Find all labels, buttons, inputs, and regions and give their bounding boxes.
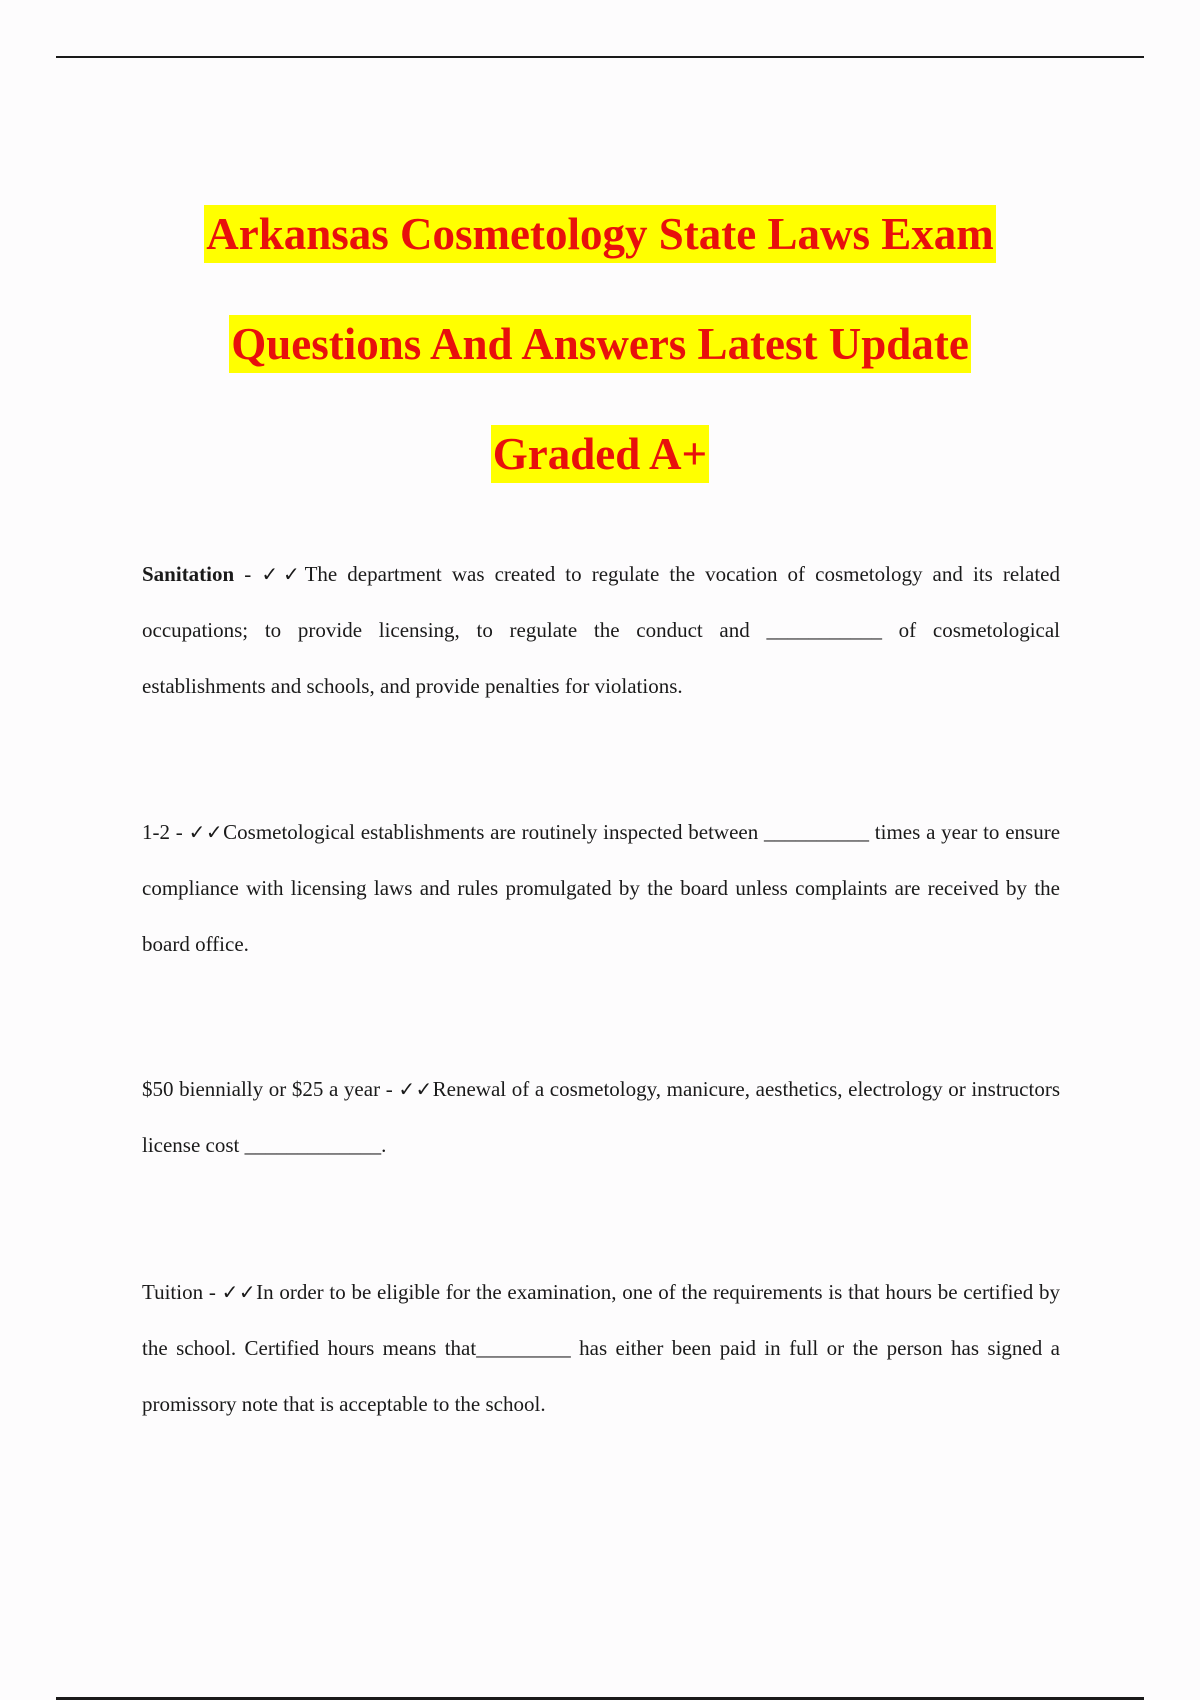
title-text-1: Arkansas Cosmetology State Laws Exam: [204, 205, 996, 263]
top-rule: [56, 56, 1144, 58]
qa-separator: -: [170, 820, 189, 844]
qa-blank: _____________: [244, 1133, 382, 1157]
qa-separator: -: [234, 562, 262, 586]
qa-term: Sanitation: [142, 562, 235, 586]
title-text-3: Graded A+: [491, 425, 709, 483]
qa-text: .: [381, 1133, 387, 1157]
title-line-1: [0, 205, 1200, 315]
qa-text: The department was created to regulate the vocation of cosmetology and its related occupations; to provide licensing, to regulate the conduct and: [142, 562, 1060, 642]
qa-text: Cosmetological establishments are routinely inspected between: [223, 820, 765, 844]
qa-blank: __________: [764, 820, 870, 844]
qa-separator: -: [203, 1280, 222, 1304]
qa-separator: -: [380, 1077, 399, 1101]
qa-term: $50 biennially or $25 a year: [142, 1077, 381, 1101]
qa-text: times a year to ensure compliance with licensing laws and rules promulgated by the board unless complaints are received by the board office.: [142, 820, 1061, 956]
qa-item-tuition: [142, 1264, 1060, 1432]
title-line-2: [0, 315, 1200, 425]
qa-item-inspections: [142, 804, 1060, 972]
qa-text: of cosmetological establishments and schools, and provide penalties for violations.: [142, 618, 1061, 698]
qa-blank: _________: [476, 1336, 571, 1360]
qa-item-renewal-fee: [142, 1061, 1060, 1173]
qa-term: Tuition: [142, 1280, 204, 1304]
title-line-3: [0, 425, 1200, 535]
qa-text: Renewal of a cosmetology, manicure, aesthetics, electrology or instructors license cost: [142, 1077, 1061, 1157]
qa-text: has either been paid in full or the person has signed a promissory note that is acceptable to the school.: [142, 1336, 1060, 1416]
check-mark-icon: ✓✓: [261, 562, 305, 586]
check-mark-icon: ✓✓: [221, 1280, 257, 1304]
qa-term: 1-2: [142, 820, 170, 844]
check-mark-icon: ✓✓: [188, 820, 224, 844]
qa-item-sanitation: [142, 546, 1060, 714]
check-mark-icon: ✓✓: [398, 1077, 433, 1101]
title-text-2: Questions And Answers Latest Update: [229, 315, 971, 373]
qa-blank: ___________: [766, 618, 882, 642]
qa-text: In order to be eligible for the examination, one of the requirements is that hours be certified by the school. Certified hours means that: [142, 1280, 1061, 1360]
document-title: [0, 205, 1200, 535]
